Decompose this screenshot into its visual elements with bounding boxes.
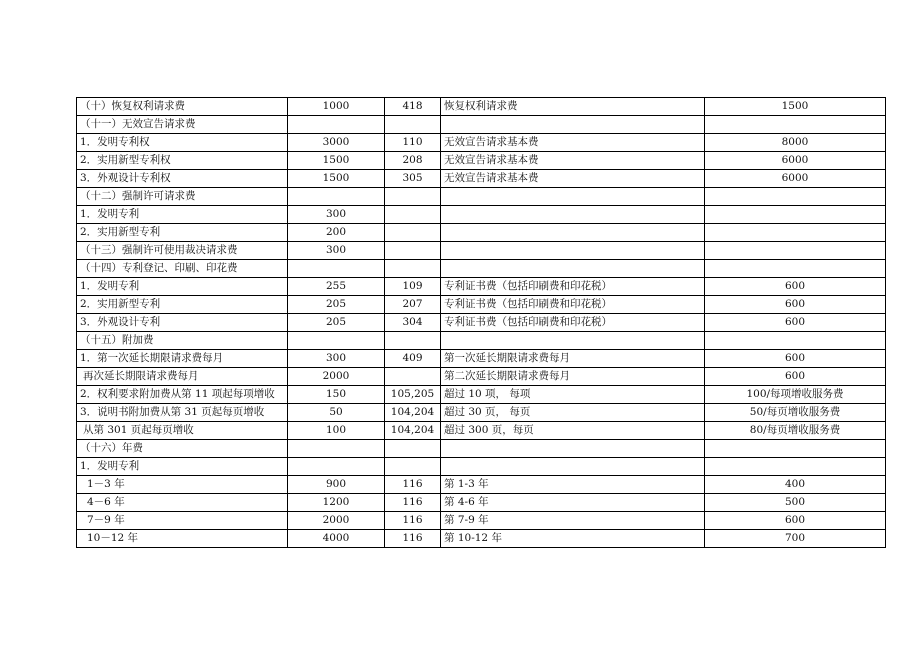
table-row [77, 386, 886, 404]
table-cell: 600 [705, 314, 886, 332]
table-cell: 255 [288, 278, 385, 296]
table-row [77, 170, 886, 188]
table-cell [288, 332, 385, 350]
table-row [77, 152, 886, 170]
table-cell: 3．外观设计专利 [77, 314, 288, 332]
table-cell: 专利证书费（包括印刷费和印花税） [441, 296, 705, 314]
table-cell: 116 [385, 512, 441, 530]
table-cell: 超过 30 页， 每页 [441, 404, 705, 422]
table-row [77, 206, 886, 224]
table-cell [385, 242, 441, 260]
table-cell: （十四）专利登记、印刷、印花费 [77, 260, 288, 278]
table-cell [385, 440, 441, 458]
table-row [77, 278, 886, 296]
table-cell: 3．说明书附加费从第 31 页起每页增收 [77, 404, 288, 422]
table-cell: 第 4-6 年 [441, 494, 705, 512]
table-cell: 150 [288, 386, 385, 404]
table-cell: 无效宣告请求基本费 [441, 170, 705, 188]
table-cell [385, 368, 441, 386]
table-row [77, 404, 886, 422]
table-cell: 80/每页增收服务费 [705, 422, 886, 440]
table-cell: 300 [288, 350, 385, 368]
table-cell: （十二）强制许可请求费 [77, 188, 288, 206]
table-cell: 600 [705, 296, 886, 314]
table-row [77, 224, 886, 242]
table-cell: 6000 [705, 170, 886, 188]
table-cell: 2．实用新型专利 [77, 224, 288, 242]
fee-table [76, 97, 886, 548]
table-cell [705, 242, 886, 260]
table-cell: 1．发明专利 [77, 458, 288, 476]
table-cell: 2000 [288, 368, 385, 386]
table-cell [705, 206, 886, 224]
table-cell: 600 [705, 512, 886, 530]
table-cell: 100/每项增收服务费 [705, 386, 886, 404]
table-cell: 10－12 年 [77, 530, 288, 548]
table-cell: 第 1-3 年 [441, 476, 705, 494]
table-cell [705, 332, 886, 350]
table-cell: 第一次延长期限请求费每月 [441, 350, 705, 368]
table-cell [705, 260, 886, 278]
table-cell: 305 [385, 170, 441, 188]
table-cell: 3．外观设计专利权 [77, 170, 288, 188]
table-cell [441, 224, 705, 242]
table-cell: 1500 [288, 170, 385, 188]
table-cell: 1．发明专利 [77, 278, 288, 296]
table-row [77, 116, 886, 134]
table-cell [441, 206, 705, 224]
table-cell: 1500 [288, 152, 385, 170]
table-cell [288, 440, 385, 458]
table-cell: 4000 [288, 530, 385, 548]
table-cell: 104,204 [385, 404, 441, 422]
table-row [77, 530, 886, 548]
table-cell: 300 [288, 206, 385, 224]
table-row [77, 332, 886, 350]
table-cell: 116 [385, 494, 441, 512]
table-cell: 第 10-12 年 [441, 530, 705, 548]
table-cell [441, 458, 705, 476]
table-cell: 6000 [705, 152, 886, 170]
table-cell [288, 458, 385, 476]
table-cell: 1．发明专利权 [77, 134, 288, 152]
table-cell: 205 [288, 314, 385, 332]
table-cell: 50/每页增收服务费 [705, 404, 886, 422]
table-cell: 无效宣告请求基本费 [441, 152, 705, 170]
fee-table-body [77, 98, 886, 548]
table-cell: （十一）无效宣告请求费 [77, 116, 288, 134]
table-cell [441, 440, 705, 458]
table-cell: 超过 10 项， 每项 [441, 386, 705, 404]
table-cell [288, 116, 385, 134]
table-cell: 116 [385, 530, 441, 548]
table-cell: 600 [705, 350, 886, 368]
table-cell: 304 [385, 314, 441, 332]
table-cell: 无效宣告请求基本费 [441, 134, 705, 152]
table-row [77, 476, 886, 494]
table-row [77, 188, 886, 206]
table-cell: 2000 [288, 512, 385, 530]
table-row [77, 98, 886, 116]
table-cell [705, 224, 886, 242]
table-cell: 700 [705, 530, 886, 548]
table-cell [705, 116, 886, 134]
table-row [77, 458, 886, 476]
table-cell [385, 116, 441, 134]
table-cell: 1000 [288, 98, 385, 116]
table-cell: 418 [385, 98, 441, 116]
table-cell: 104,204 [385, 422, 441, 440]
table-row [77, 296, 886, 314]
table-cell: 900 [288, 476, 385, 494]
table-cell: 300 [288, 242, 385, 260]
table-cell: 205 [288, 296, 385, 314]
table-row [77, 422, 886, 440]
table-row [77, 314, 886, 332]
table-cell: （十五）附加费 [77, 332, 288, 350]
table-cell: 409 [385, 350, 441, 368]
table-cell [385, 332, 441, 350]
table-cell: 600 [705, 278, 886, 296]
table-cell: 第二次延长期限请求费每月 [441, 368, 705, 386]
table-cell: 1500 [705, 98, 886, 116]
table-cell: 1．发明专利 [77, 206, 288, 224]
table-cell [441, 116, 705, 134]
table-cell [705, 440, 886, 458]
table-cell: 208 [385, 152, 441, 170]
table-cell [385, 206, 441, 224]
table-row [77, 242, 886, 260]
table-cell: 2．实用新型专利权 [77, 152, 288, 170]
table-cell [385, 188, 441, 206]
table-row [77, 260, 886, 278]
table-cell: 1．第一次延长期限请求费每月 [77, 350, 288, 368]
table-cell: 第 7-9 年 [441, 512, 705, 530]
table-cell [288, 260, 385, 278]
table-cell: 再次延长期限请求费每月 [77, 368, 288, 386]
table-cell: 专利证书费（包括印刷费和印花税） [441, 314, 705, 332]
table-row [77, 134, 886, 152]
table-cell: （十）恢复权利请求费 [77, 98, 288, 116]
table-row [77, 512, 886, 530]
table-row [77, 440, 886, 458]
table-cell: 109 [385, 278, 441, 296]
table-cell: 3000 [288, 134, 385, 152]
table-cell: 4－6 年 [77, 494, 288, 512]
table-cell: 200 [288, 224, 385, 242]
table-cell: 400 [705, 476, 886, 494]
table-cell: 2．实用新型专利 [77, 296, 288, 314]
table-cell: 超过 300 页，每页 [441, 422, 705, 440]
table-cell [385, 458, 441, 476]
table-cell: 116 [385, 476, 441, 494]
table-cell: 50 [288, 404, 385, 422]
table-cell: 500 [705, 494, 886, 512]
table-cell: 恢复权利请求费 [441, 98, 705, 116]
table-cell: 110 [385, 134, 441, 152]
table-cell [385, 224, 441, 242]
table-cell: 600 [705, 368, 886, 386]
table-row [77, 350, 886, 368]
table-cell [705, 188, 886, 206]
table-row [77, 368, 886, 386]
table-cell: 1200 [288, 494, 385, 512]
table-cell [441, 188, 705, 206]
table-cell [385, 260, 441, 278]
table-cell: （十六）年费 [77, 440, 288, 458]
table-cell [441, 260, 705, 278]
table-cell [705, 458, 886, 476]
table-cell: 7－9 年 [77, 512, 288, 530]
table-row [77, 494, 886, 512]
table-cell: 100 [288, 422, 385, 440]
table-cell: 2．权利要求附加费从第 11 项起每项增收 [77, 386, 288, 404]
table-cell: 105,205 [385, 386, 441, 404]
table-cell [441, 242, 705, 260]
table-cell: 8000 [705, 134, 886, 152]
table-cell: 从第 301 页起每页增收 [77, 422, 288, 440]
table-cell: 207 [385, 296, 441, 314]
table-cell: 1－3 年 [77, 476, 288, 494]
table-cell [441, 332, 705, 350]
table-cell [288, 188, 385, 206]
table-cell: 专利证书费（包括印刷费和印花税） [441, 278, 705, 296]
table-cell: （十三）强制许可使用裁决请求费 [77, 242, 288, 260]
